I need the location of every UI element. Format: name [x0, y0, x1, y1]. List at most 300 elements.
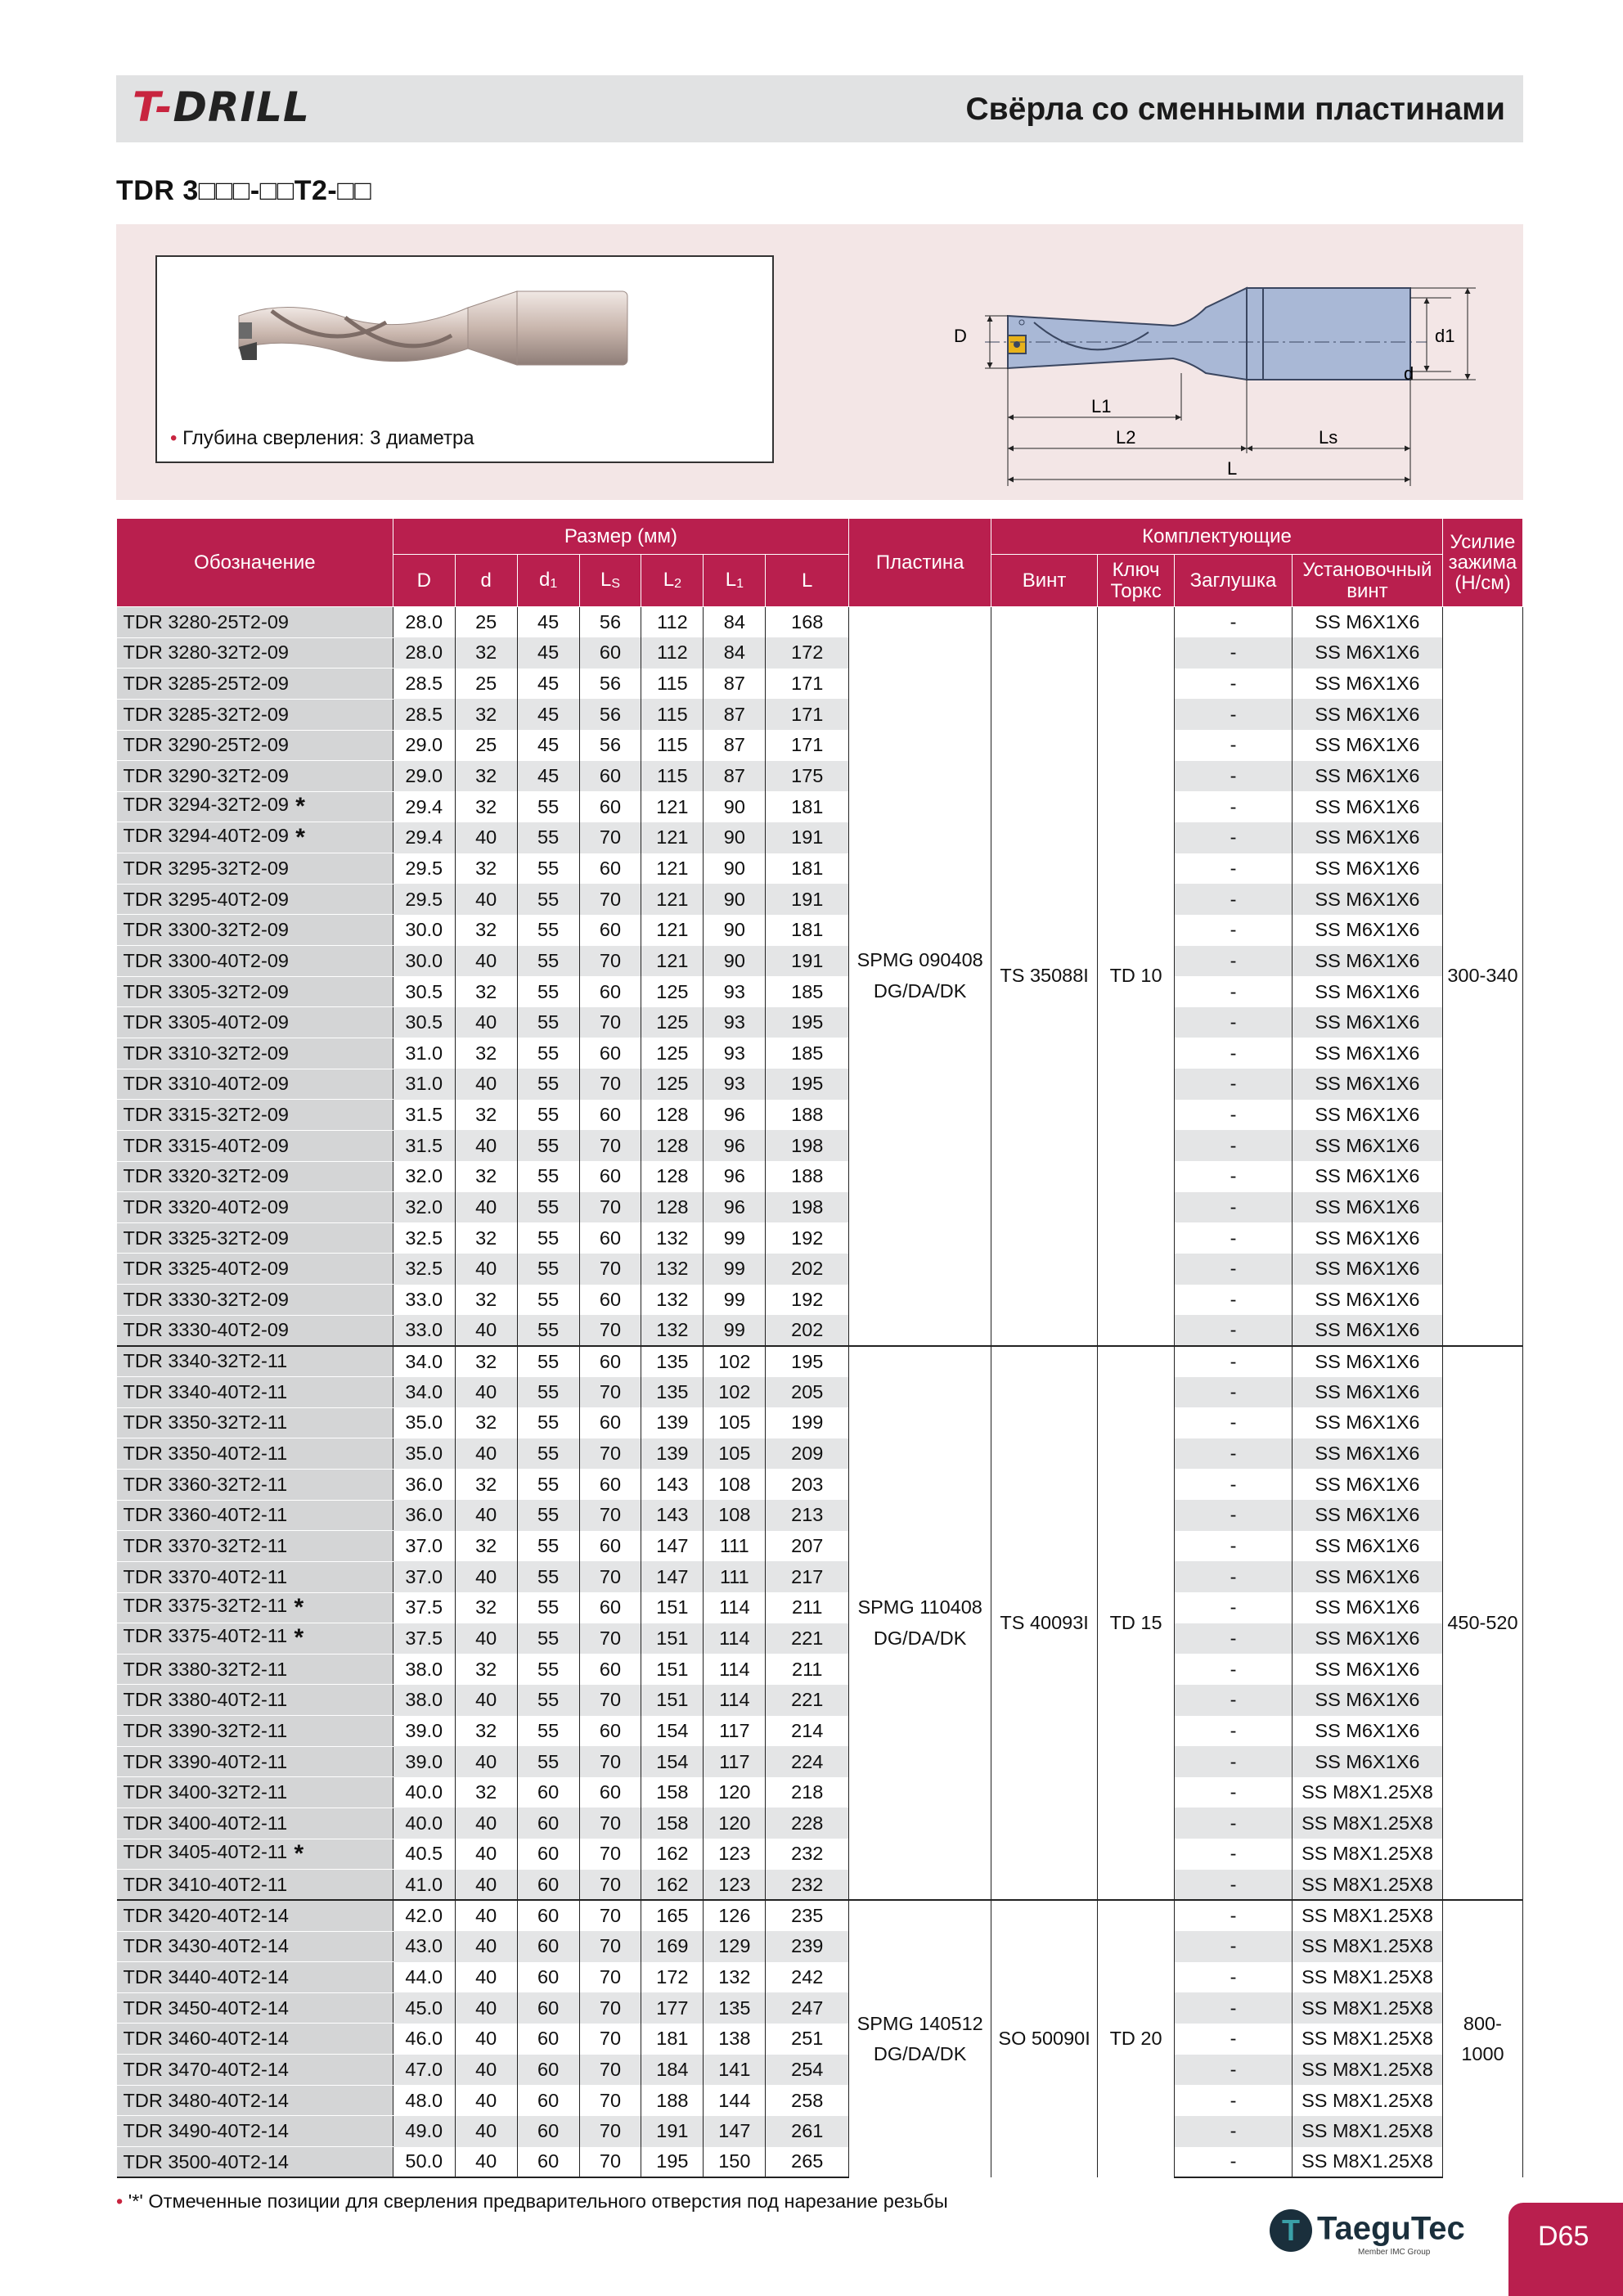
- set-screw-cell: SS M8X1.25X8: [1292, 2024, 1442, 2055]
- D-cell: 32.5: [393, 1254, 455, 1285]
- L-cell: 265: [766, 2147, 849, 2178]
- table-row: [117, 1992, 1523, 2024]
- d-cell: 40: [455, 1007, 517, 1038]
- set-screw-cell: SS M6X1X6: [1292, 1407, 1442, 1438]
- designation-cell: TDR 3390-40T2-11: [117, 1746, 393, 1777]
- Ls-cell: 70: [579, 1808, 641, 1839]
- plug-cell: -: [1175, 1592, 1293, 1623]
- drill-photo-icon: [157, 257, 772, 396]
- d-cell: 40: [455, 1870, 517, 1901]
- Ls-cell: 60: [579, 1469, 641, 1500]
- L2-cell: 158: [641, 1808, 704, 1839]
- L1-cell: 102: [704, 1377, 766, 1408]
- d-cell: 25: [455, 607, 517, 638]
- L2-cell: 121: [641, 853, 704, 885]
- designation-cell: TDR 3280-25T2-09: [117, 607, 393, 638]
- table-row: [117, 884, 1523, 915]
- L2-cell: 165: [641, 1900, 704, 1931]
- table-row: [117, 1161, 1523, 1192]
- L-cell: 254: [766, 2055, 849, 2086]
- d-cell: 32: [455, 791, 517, 822]
- designation-cell: TDR 3430-40T2-14: [117, 1931, 393, 1962]
- L2-cell: 121: [641, 946, 704, 977]
- D-cell: 31.5: [393, 1100, 455, 1131]
- label-L1: L1: [1091, 396, 1112, 416]
- designation-cell: TDR 3390-32T2-11: [117, 1716, 393, 1747]
- Ls-cell: 56: [579, 730, 641, 761]
- header-L2: $L_2$: [641, 555, 704, 607]
- table-row: [117, 1623, 1523, 1654]
- d-cell: 40: [455, 2116, 517, 2147]
- taegutec-logo: T TaeguTec: [1270, 2209, 1465, 2252]
- header-title: Свёрла со сменными пластинами: [965, 92, 1505, 127]
- designation-cell: TDR 3294-32T2-09 *: [117, 791, 393, 822]
- d1-cell: 55: [517, 1561, 579, 1592]
- set-screw-cell: SS M6X1X6: [1292, 1654, 1442, 1685]
- set-screw-cell: SS M6X1X6: [1292, 1561, 1442, 1592]
- L2-cell: 125: [641, 1038, 704, 1069]
- L2-cell: 121: [641, 791, 704, 822]
- header-d: d: [455, 555, 517, 607]
- d1-cell: 45: [517, 699, 579, 730]
- table-row: [117, 946, 1523, 977]
- Ls-cell: 60: [579, 1285, 641, 1316]
- d1-cell: 55: [517, 822, 579, 853]
- designation-cell: TDR 3305-40T2-09: [117, 1007, 393, 1038]
- L2-cell: 125: [641, 976, 704, 1007]
- set-screw-cell: SS M8X1.25X8: [1292, 1808, 1442, 1839]
- table-row: [117, 1285, 1523, 1316]
- D-cell: 29.4: [393, 822, 455, 853]
- d-cell: 32: [455, 1346, 517, 1377]
- table-row: [117, 1777, 1523, 1808]
- d-cell: 32: [455, 1777, 517, 1808]
- designation-cell: TDR 3285-25T2-09: [117, 669, 393, 700]
- spec-table-body: [117, 607, 1523, 2178]
- table-row: [117, 669, 1523, 700]
- d1-cell: 55: [517, 1500, 579, 1531]
- Ls-cell: 60: [579, 853, 641, 885]
- d1-cell: 55: [517, 1161, 579, 1192]
- designation-cell: TDR 3320-32T2-09: [117, 1161, 393, 1192]
- D-cell: 29.5: [393, 853, 455, 885]
- D-cell: 35.0: [393, 1407, 455, 1438]
- L1-cell: 87: [704, 761, 766, 792]
- d1-cell: 55: [517, 1623, 579, 1654]
- set-screw-cell: SS M8X1.25X8: [1292, 1777, 1442, 1808]
- D-cell: 32.5: [393, 1222, 455, 1254]
- L-cell: 198: [766, 1130, 849, 1161]
- D-cell: 44.0: [393, 1962, 455, 1993]
- designation-cell: TDR 3400-40T2-11: [117, 1808, 393, 1839]
- d-cell: 32: [455, 1531, 517, 1562]
- plug-cell: -: [1175, 1561, 1293, 1592]
- plug-cell: -: [1175, 884, 1293, 915]
- designation-cell: TDR 3325-40T2-09: [117, 1254, 393, 1285]
- D-cell: 28.5: [393, 699, 455, 730]
- plug-cell: -: [1175, 1839, 1293, 1870]
- set-screw-cell: SS M8X1.25X8: [1292, 2055, 1442, 2086]
- L2-cell: 151: [641, 1654, 704, 1685]
- L2-cell: 151: [641, 1685, 704, 1716]
- L1-cell: 108: [704, 1469, 766, 1500]
- table-row: [117, 1931, 1523, 1962]
- Ls-cell: 70: [579, 1130, 641, 1161]
- plug-cell: -: [1175, 915, 1293, 946]
- Ls-cell: 60: [579, 1100, 641, 1131]
- plug-cell: -: [1175, 2147, 1293, 2178]
- set-screw-cell: SS M6X1X6: [1292, 699, 1442, 730]
- L1-cell: 105: [704, 1438, 766, 1470]
- plug-cell: -: [1175, 1900, 1293, 1931]
- plug-cell: -: [1175, 1469, 1293, 1500]
- header-designation: Обозначение: [117, 519, 393, 607]
- L-cell: 171: [766, 669, 849, 700]
- D-cell: 39.0: [393, 1716, 455, 1747]
- label-L2: L2: [1116, 427, 1136, 448]
- set-screw-cell: SS M6X1X6: [1292, 1161, 1442, 1192]
- hero-panel: [116, 224, 1523, 500]
- designation-cell: TDR 3370-40T2-11: [117, 1561, 393, 1592]
- L1-cell: 84: [704, 637, 766, 669]
- designation-cell: TDR 3375-40T2-11 *: [117, 1623, 393, 1654]
- Ls-cell: 70: [579, 1069, 641, 1100]
- table-row: [117, 853, 1523, 885]
- L1-cell: 126: [704, 1900, 766, 1931]
- d-cell: 32: [455, 699, 517, 730]
- L2-cell: 143: [641, 1469, 704, 1500]
- L-cell: 214: [766, 1716, 849, 1747]
- Ls-cell: 60: [579, 791, 641, 822]
- d-cell: 32: [455, 761, 517, 792]
- D-cell: 37.5: [393, 1623, 455, 1654]
- d1-cell: 55: [517, 1685, 579, 1716]
- table-row: [117, 1561, 1523, 1592]
- d1-cell: 55: [517, 1254, 579, 1285]
- drill-photo: [155, 255, 774, 463]
- label-L: L: [1227, 458, 1238, 479]
- designation-cell: TDR 3340-32T2-11: [117, 1346, 393, 1377]
- d-cell: 32: [455, 1592, 517, 1623]
- Ls-cell: 56: [579, 669, 641, 700]
- L-cell: 171: [766, 730, 849, 761]
- header-d1: $d_1$: [517, 555, 579, 607]
- d1-cell: 60: [517, 1808, 579, 1839]
- D-cell: 28.0: [393, 607, 455, 638]
- Ls-cell: 70: [579, 1931, 641, 1962]
- d-cell: 25: [455, 669, 517, 700]
- designation-cell: TDR 3500-40T2-14: [117, 2147, 393, 2178]
- L-cell: 181: [766, 791, 849, 822]
- plug-cell: -: [1175, 791, 1293, 822]
- designation-cell: TDR 3290-32T2-09: [117, 761, 393, 792]
- L1-cell: 147: [704, 2116, 766, 2147]
- d-cell: 40: [455, 1130, 517, 1161]
- L2-cell: 172: [641, 1962, 704, 1993]
- header-plug: Заглушка: [1175, 555, 1293, 607]
- D-cell: 29.0: [393, 730, 455, 761]
- L-cell: 202: [766, 1254, 849, 1285]
- Ls-cell: 60: [579, 1222, 641, 1254]
- L-cell: 202: [766, 1315, 849, 1346]
- L1-cell: 117: [704, 1746, 766, 1777]
- designation-cell: TDR 3280-32T2-09: [117, 637, 393, 669]
- d1-cell: 55: [517, 1592, 579, 1623]
- set-screw-cell: SS M6X1X6: [1292, 1685, 1442, 1716]
- d-cell: 32: [455, 1654, 517, 1685]
- d1-cell: 45: [517, 761, 579, 792]
- d1-cell: 45: [517, 730, 579, 761]
- star-marker: *: [287, 1593, 304, 1621]
- taegutec-icon: T: [1270, 2209, 1312, 2252]
- table-row: [117, 1839, 1523, 1870]
- d-cell: 40: [455, 822, 517, 853]
- L1-cell: 132: [704, 1962, 766, 1993]
- D-cell: 42.0: [393, 1900, 455, 1931]
- plug-cell: -: [1175, 761, 1293, 792]
- plug-cell: -: [1175, 1870, 1293, 1901]
- Ls-cell: 70: [579, 1870, 641, 1901]
- L2-cell: 151: [641, 1623, 704, 1654]
- set-screw-cell: SS M6X1X6: [1292, 946, 1442, 977]
- label-d1: d1: [1435, 326, 1455, 346]
- table-row: [117, 791, 1523, 822]
- designation-cell: TDR 3300-32T2-09: [117, 915, 393, 946]
- table-row: [117, 1746, 1523, 1777]
- header-Ls: $L_S$: [579, 555, 641, 607]
- set-screw-cell: SS M8X1.25X8: [1292, 1992, 1442, 2024]
- d-cell: 40: [455, 1500, 517, 1531]
- L-cell: 235: [766, 1900, 849, 1931]
- set-screw-cell: SS M6X1X6: [1292, 1038, 1442, 1069]
- L2-cell: 115: [641, 669, 704, 700]
- Ls-cell: 60: [579, 637, 641, 669]
- L-cell: 191: [766, 884, 849, 915]
- plug-cell: -: [1175, 1716, 1293, 1747]
- D-cell: 37.0: [393, 1531, 455, 1562]
- L2-cell: 132: [641, 1222, 704, 1254]
- D-cell: 46.0: [393, 2024, 455, 2055]
- table-row: [117, 1685, 1523, 1716]
- L2-cell: 181: [641, 2024, 704, 2055]
- L2-cell: 115: [641, 699, 704, 730]
- set-screw-cell: SS M6X1X6: [1292, 976, 1442, 1007]
- t-drill-logo: T-DRILL: [133, 83, 310, 131]
- Ls-cell: 70: [579, 1192, 641, 1223]
- L-cell: 181: [766, 915, 849, 946]
- table-row: [117, 1315, 1523, 1346]
- d-cell: 40: [455, 1900, 517, 1931]
- set-screw-cell: SS M6X1X6: [1292, 1469, 1442, 1500]
- d-cell: 40: [455, 2147, 517, 2178]
- D-cell: 45.0: [393, 1992, 455, 2024]
- L2-cell: 143: [641, 1500, 704, 1531]
- d-cell: 32: [455, 1222, 517, 1254]
- Ls-cell: 70: [579, 822, 641, 853]
- set-screw-cell: SS M6X1X6: [1292, 1746, 1442, 1777]
- table-row: [117, 1469, 1523, 1500]
- L1-cell: 99: [704, 1315, 766, 1346]
- plug-cell: -: [1175, 1992, 1293, 2024]
- d-cell: 40: [455, 1377, 517, 1408]
- plug-cell: -: [1175, 730, 1293, 761]
- plug-cell: -: [1175, 1746, 1293, 1777]
- D-cell: 34.0: [393, 1377, 455, 1408]
- designation-cell: TDR 3360-32T2-11: [117, 1469, 393, 1500]
- L1-cell: 96: [704, 1161, 766, 1192]
- D-cell: 29.5: [393, 884, 455, 915]
- d-cell: 40: [455, 1315, 517, 1346]
- table-row: [117, 1808, 1523, 1839]
- d1-cell: 45: [517, 669, 579, 700]
- table-row: [117, 607, 1523, 638]
- L1-cell: 141: [704, 2055, 766, 2086]
- d-cell: 40: [455, 1931, 517, 1962]
- plug-cell: -: [1175, 1931, 1293, 1962]
- clamping-force-cell: 300-340: [1442, 607, 1522, 1346]
- designation-cell: TDR 3294-40T2-09 *: [117, 822, 393, 853]
- d-cell: 40: [455, 2085, 517, 2116]
- table-row: [117, 1500, 1523, 1531]
- d-cell: 40: [455, 2024, 517, 2055]
- L2-cell: 125: [641, 1007, 704, 1038]
- L2-cell: 147: [641, 1561, 704, 1592]
- D-cell: 36.0: [393, 1500, 455, 1531]
- d1-cell: 55: [517, 946, 579, 977]
- d1-cell: 55: [517, 1407, 579, 1438]
- designation-cell: TDR 3315-32T2-09: [117, 1100, 393, 1131]
- L-cell: 228: [766, 1808, 849, 1839]
- table-row: [117, 1407, 1523, 1438]
- Ls-cell: 60: [579, 1592, 641, 1623]
- set-screw-cell: SS M6X1X6: [1292, 1285, 1442, 1316]
- dimension-diagram: [821, 257, 1455, 494]
- designation-cell: TDR 3295-40T2-09: [117, 884, 393, 915]
- L1-cell: 90: [704, 915, 766, 946]
- L1-cell: 93: [704, 1069, 766, 1100]
- L1-cell: 90: [704, 791, 766, 822]
- header-size-group: Размер (мм): [393, 519, 848, 555]
- plug-cell: -: [1175, 637, 1293, 669]
- L2-cell: 135: [641, 1346, 704, 1377]
- L2-cell: 115: [641, 730, 704, 761]
- D-cell: 41.0: [393, 1870, 455, 1901]
- set-screw-cell: SS M6X1X6: [1292, 1377, 1442, 1408]
- torx-key-cell: TD 15: [1098, 1346, 1175, 1901]
- L2-cell: 177: [641, 1992, 704, 2024]
- designation-cell: TDR 3440-40T2-14: [117, 1962, 393, 1993]
- star-marker: *: [288, 793, 305, 821]
- table-row: [117, 2116, 1523, 2147]
- d-cell: 40: [455, 1992, 517, 2024]
- set-screw-cell: SS M6X1X6: [1292, 1254, 1442, 1285]
- screw-cell: SO 50090I: [991, 1900, 1098, 2177]
- L-cell: 251: [766, 2024, 849, 2055]
- L1-cell: 99: [704, 1254, 766, 1285]
- L2-cell: 121: [641, 822, 704, 853]
- D-cell: 36.0: [393, 1469, 455, 1500]
- L2-cell: 195: [641, 2147, 704, 2178]
- L1-cell: 111: [704, 1531, 766, 1562]
- set-screw-cell: SS M6X1X6: [1292, 607, 1442, 638]
- L-cell: 211: [766, 1654, 849, 1685]
- L1-cell: 138: [704, 2024, 766, 2055]
- Ls-cell: 70: [579, 1254, 641, 1285]
- model-code: TDR 3□□□-□□T2-□□: [116, 175, 372, 206]
- D-cell: 30.5: [393, 1007, 455, 1038]
- L1-cell: 120: [704, 1808, 766, 1839]
- Ls-cell: 70: [579, 2024, 641, 2055]
- plug-cell: -: [1175, 1377, 1293, 1408]
- L2-cell: 188: [641, 2085, 704, 2116]
- Ls-cell: 60: [579, 761, 641, 792]
- set-screw-cell: SS M6X1X6: [1292, 1438, 1442, 1470]
- plug-cell: -: [1175, 669, 1293, 700]
- d-cell: 40: [455, 1962, 517, 1993]
- L-cell: 207: [766, 1531, 849, 1562]
- L1-cell: 96: [704, 1130, 766, 1161]
- d1-cell: 55: [517, 1222, 579, 1254]
- table-row: [117, 699, 1523, 730]
- Ls-cell: 70: [579, 1685, 641, 1716]
- d-cell: 40: [455, 1685, 517, 1716]
- d-cell: 40: [455, 1808, 517, 1839]
- plug-cell: -: [1175, 1808, 1293, 1839]
- plug-cell: -: [1175, 1654, 1293, 1685]
- table-row: [117, 1346, 1523, 1377]
- L-cell: 221: [766, 1623, 849, 1654]
- d-cell: 40: [455, 2055, 517, 2086]
- plug-cell: -: [1175, 1777, 1293, 1808]
- D-cell: 38.0: [393, 1685, 455, 1716]
- d1-cell: 60: [517, 2055, 579, 2086]
- L1-cell: 96: [704, 1192, 766, 1223]
- L1-cell: 129: [704, 1931, 766, 1962]
- d-cell: 25: [455, 730, 517, 761]
- d1-cell: 45: [517, 637, 579, 669]
- D-cell: 28.5: [393, 669, 455, 700]
- set-screw-cell: SS M6X1X6: [1292, 791, 1442, 822]
- L-cell: 191: [766, 822, 849, 853]
- designation-cell: TDR 3450-40T2-14: [117, 1992, 393, 2024]
- Ls-cell: 70: [579, 1962, 641, 1993]
- set-screw-cell: SS M6X1X6: [1292, 1315, 1442, 1346]
- table-row: [117, 1007, 1523, 1038]
- L1-cell: 120: [704, 1777, 766, 1808]
- designation-cell: TDR 3350-32T2-11: [117, 1407, 393, 1438]
- designation-cell: TDR 3320-40T2-09: [117, 1192, 393, 1223]
- table-row: [117, 915, 1523, 946]
- L-cell: 242: [766, 1962, 849, 1993]
- insert-cell: SPMG 090408 DG/DA/DK: [849, 607, 991, 1346]
- D-cell: 37.0: [393, 1561, 455, 1592]
- L1-cell: 87: [704, 699, 766, 730]
- L-cell: 239: [766, 1931, 849, 1962]
- designation-cell: TDR 3375-32T2-11 *: [117, 1592, 393, 1623]
- designation-cell: TDR 3350-40T2-11: [117, 1438, 393, 1470]
- L-cell: 198: [766, 1192, 849, 1223]
- designation-cell: TDR 3290-25T2-09: [117, 730, 393, 761]
- L-cell: 247: [766, 1992, 849, 2024]
- L2-cell: 112: [641, 637, 704, 669]
- set-screw-cell: SS M8X1.25X8: [1292, 2147, 1442, 2178]
- d-cell: 32: [455, 1407, 517, 1438]
- Ls-cell: 60: [579, 915, 641, 946]
- L-cell: 224: [766, 1746, 849, 1777]
- set-screw-cell: SS M6X1X6: [1292, 761, 1442, 792]
- Ls-cell: 70: [579, 1900, 641, 1931]
- designation-cell: TDR 3400-32T2-11: [117, 1777, 393, 1808]
